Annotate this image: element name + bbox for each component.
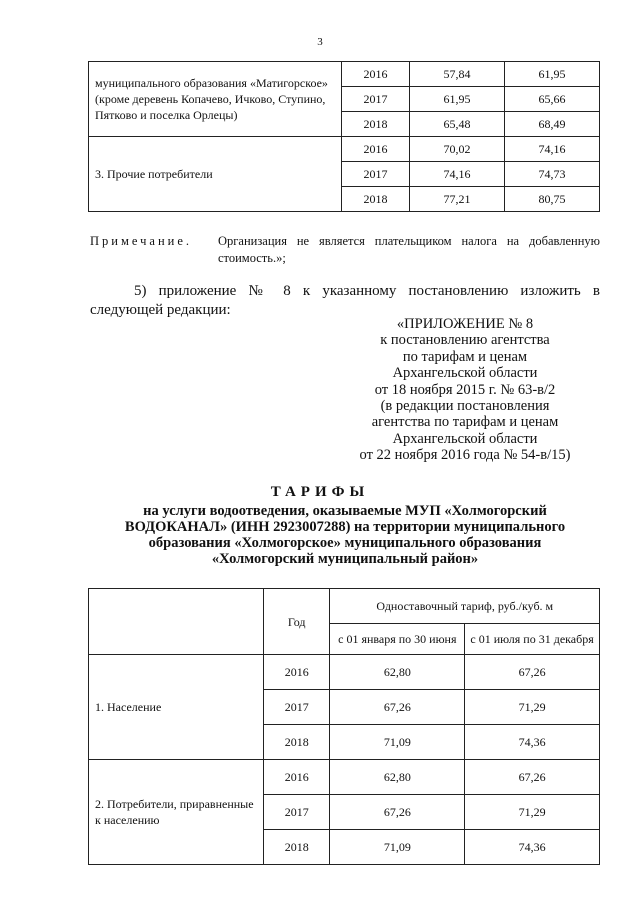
tariff-cell: 74,36 (465, 725, 600, 760)
appendix-line: (в редакции постановления (380, 398, 550, 415)
tariff-table (88, 588, 600, 865)
year-cell: 2016 (263, 760, 330, 795)
page-number: 3 (317, 36, 323, 48)
tariff-cell: 68,49 (505, 112, 600, 137)
tariff-cell: 61,95 (505, 62, 600, 87)
note-label: Примечание. (90, 234, 193, 248)
tariff-cell: 71,29 (465, 795, 600, 830)
tariff-cell: 74,36 (465, 830, 600, 865)
year-cell: 2017 (342, 162, 410, 187)
consumer-group-label: 2. Потребители, приравненные к населению (89, 760, 264, 865)
amendment-paragraph: 5) приложение № 8 к указанному постановлению изложить в следующей редакции: (90, 283, 600, 318)
appendix-line: по тарифам и ценам (402, 348, 528, 365)
consumer-group-label: 3. Прочие потребители (89, 137, 342, 212)
appendix-line: от 22 ноября 2016 года № 54-в/15) (359, 447, 571, 464)
tariff-cell: 71,29 (465, 690, 600, 725)
consumer-group-label: 1. Население (89, 655, 264, 760)
appendix-header (330, 316, 600, 464)
year-cell: 2016 (342, 62, 410, 87)
tariff-cell: 77,21 (410, 187, 505, 212)
year-cell: 2016 (263, 655, 330, 690)
tariff-cell: 62,80 (330, 655, 465, 690)
tariff-cell: 65,66 (505, 87, 600, 112)
table-row (89, 62, 600, 87)
period-2-header: с 01 июля по 31 декабря (465, 624, 600, 655)
subtitle-line: ВОДОКАНАЛ» (ИНН 2923007288) на территории муниципального (124, 519, 566, 535)
tariff-cell: 74,16 (410, 162, 505, 187)
year-cell: 2018 (342, 112, 410, 137)
table-header-row (89, 589, 600, 624)
tariff-header: Одноставочный тариф, руб./куб. м (330, 589, 600, 624)
tariff-cell: 71,09 (330, 830, 465, 865)
table-row (89, 655, 600, 690)
year-cell: 2017 (263, 795, 330, 830)
table-row (89, 137, 600, 162)
appendix-line: к постановлению агентства (380, 332, 550, 349)
consumer-group-label: муниципального образования «Матигорское» (кроме деревень Копачево, Ичково, Ступино, Пятково и поселка Орлецы) (89, 62, 342, 137)
subtitle-line: образования «Холмогорское» муниципального образования (148, 535, 542, 551)
tariff-cell: 57,84 (410, 62, 505, 87)
year-cell: 2018 (263, 830, 330, 865)
appendix-line: «ПРИЛОЖЕНИЕ № 8 (396, 316, 534, 332)
tariff-cell: 74,73 (505, 162, 600, 187)
tariff-title: ТАРИФЫ (270, 484, 370, 500)
year-cell: 2017 (342, 87, 410, 112)
appendix-line: агентства по тарифам и ценам (371, 414, 559, 431)
appendix-line: от 18 ноября 2015 г. № 63-в/2 (374, 381, 556, 398)
period-1-header: с 01 января по 30 июня (330, 624, 465, 655)
year-cell: 2018 (263, 725, 330, 760)
tariff-cell: 67,26 (465, 655, 600, 690)
tariff-cell: 67,26 (330, 690, 465, 725)
tariff-cell: 67,26 (465, 760, 600, 795)
tariff-cell: 65,48 (410, 112, 505, 137)
year-cell: 2016 (342, 137, 410, 162)
previous-tariff-table (88, 61, 600, 212)
tariff-cell: 80,75 (505, 187, 600, 212)
tariff-cell: 71,09 (330, 725, 465, 760)
tariff-cell: 67,26 (330, 795, 465, 830)
subtitle-line: на услуги водоотведения, оказываемые МУП «Холмогорский (143, 503, 547, 519)
year-cell: 2017 (263, 690, 330, 725)
year-header: Год (263, 589, 330, 655)
tariff-cell: 74,16 (505, 137, 600, 162)
year-cell: 2018 (342, 187, 410, 212)
subtitle-line: «Холмогорский муниципальный район» (211, 551, 479, 567)
tariff-cell: 62,80 (330, 760, 465, 795)
tariff-cell: 61,95 (410, 87, 505, 112)
appendix-line: Архангельской области (392, 430, 538, 447)
appendix-line: Архангельской области (392, 365, 538, 382)
note-text: Организация не является плательщиком налога на добавленную стоимость.»; (218, 234, 600, 265)
table-row (89, 760, 600, 795)
tariff-subtitle (95, 503, 595, 567)
tariff-cell: 70,02 (410, 137, 505, 162)
empty-header-cell (89, 589, 264, 655)
